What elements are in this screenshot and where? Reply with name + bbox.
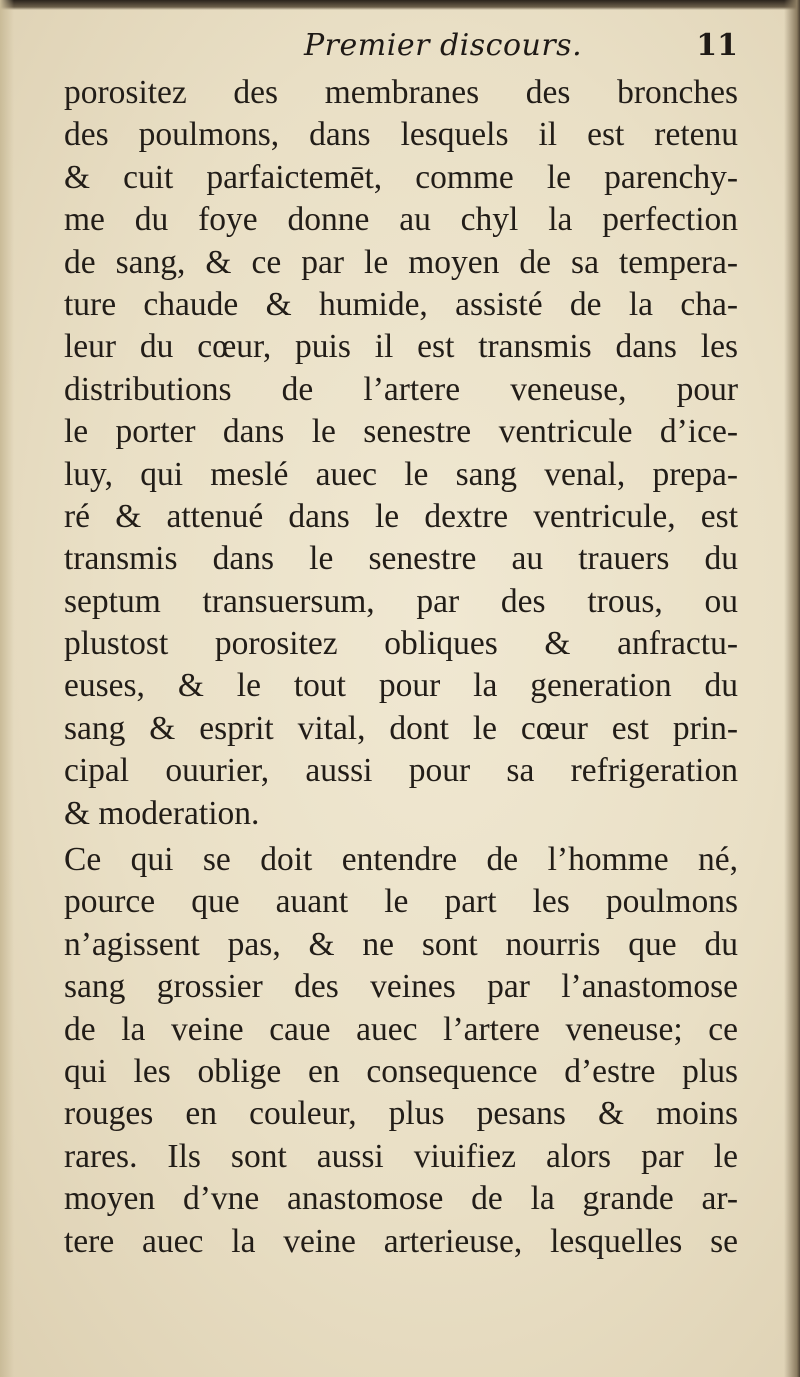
- text-line: euses, & le tout pour la generation du: [64, 667, 738, 705]
- page-top-edge: [0, 0, 800, 10]
- text-line: rouges en couleur, plus pesans & moins: [64, 1095, 738, 1133]
- text-line: tere auec la veine arterieuse, lesquelles se: [64, 1222, 738, 1260]
- text-line: sang & esprit vital, dont le cœur est prin-: [64, 709, 738, 747]
- text-line: le porter dans le senestre ventricule d’ice-: [64, 413, 738, 451]
- page-right-edge: [784, 0, 800, 1377]
- paragraph-2: [64, 839, 738, 1263]
- running-head: Premier discours.: [304, 28, 583, 63]
- text-line: pource que auant le part les poulmons: [64, 883, 738, 921]
- page-header: [62, 20, 742, 70]
- text-line: porositez des membranes des bronches: [64, 74, 738, 111]
- text-line: me du foye donne au chyl la perfection: [64, 201, 738, 239]
- text-line: plustost porositez obliques & anfractu-: [64, 625, 738, 663]
- text-line: moyen d’vne anastomose de la grande ar-: [64, 1180, 738, 1218]
- text-line: transmis dans le senestre au trauers du: [64, 540, 738, 578]
- text-line: luy, qui meslé auec le sang venal, prepa-: [64, 455, 738, 493]
- paragraph-1: [64, 72, 738, 835]
- text-line: ture chaude & humide, assisté de la cha-: [64, 285, 738, 323]
- text-line: de sang, & ce par le moyen de sa tempera-: [64, 243, 738, 281]
- text-line: leur du cœur, puis il est transmis dans les: [64, 328, 738, 366]
- text-line: cipal ouurier, aussi pour sa refrigeration: [64, 752, 738, 790]
- text-line: n’agissent pas, & ne sont nourris que du: [64, 925, 738, 963]
- text-line: des poulmons, dans lesquels il est retenu: [64, 116, 738, 154]
- text-line: qui les oblige en consequence d’estre plus: [64, 1052, 738, 1090]
- page-number: 11: [696, 28, 738, 63]
- body-text: [64, 72, 738, 1263]
- text-line: distributions de l’artere veneuse, pour: [64, 370, 738, 408]
- text-line: de la veine caue auec l’artere veneuse; ce: [64, 1010, 738, 1048]
- page-left-edge: [0, 0, 14, 1377]
- text-line: septum transuersum, par des trous, ou: [64, 582, 738, 620]
- text-line: Ce qui se doit entendre de l’homme né,: [64, 841, 738, 879]
- text-line: rares. Ils sont aussi viuifiez alors par le: [64, 1137, 738, 1175]
- text-line: sang grossier des veines par l’anastomose: [64, 968, 738, 1006]
- text-line: ré & attenué dans le dextre ventricule, est: [64, 497, 738, 535]
- text-line: & cuit parfaictemēt, comme le parenchy-: [64, 158, 738, 196]
- text-line: & moderation.: [64, 794, 260, 832]
